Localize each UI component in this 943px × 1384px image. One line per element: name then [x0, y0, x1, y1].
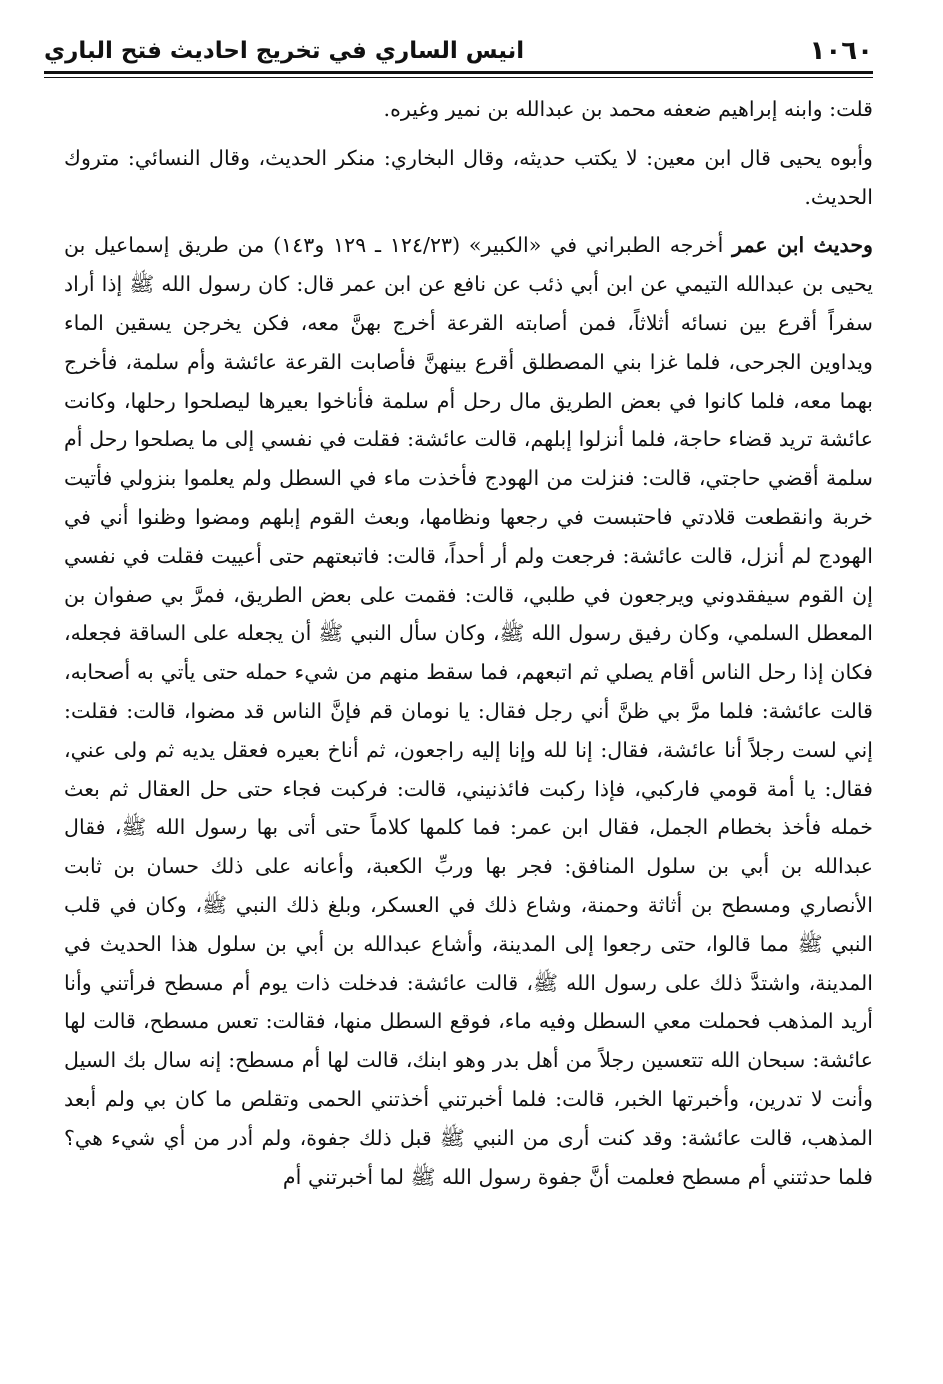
header-rule-thick: [44, 71, 873, 74]
paragraph-note-yahya: وأبوه يحيى قال ابن معين: لا يكتب حديثه، وقال البخاري: منكر الحديث، وقال النسائي: متروك الحديث.: [64, 145, 873, 209]
paragraph-lead: وحديث ابن عمر: [732, 233, 873, 258]
page-header: [44, 28, 873, 68]
paragraph-body: أخرجه الطبراني في «الكبير» (١٢٤/٢٣ ـ ١٢٩ و١٤٣) من طريق إسماعيل بن يحيى بن عبدالله التيمي عن ابن أبي ذئب عن نافع عن ابن عمر قال: كان رسول الله ﷺ إذا أراد سفراً أقرع بين نسائه أثلاثاً، فمن أصابته القرعة أخرج بهنَّ معه، فكن يخرجن يسقين الماء ويداوين الجرحى، فلما غزا بني المصطلق أقرع بينهنَّ فأصابت القرعة عائشة وأم سلمة، فأخرج بهما معه، فلما كانوا في بعض الطريق مال رحل أم سلمة فأناخوا بعيرها ليصلحوا رحلها، وكانت عائشة تريد قضاء حاجة، فلما أنزلوا إبلهم، قالت عائشة: فقلت في نفسي إلى ما يصلحوا رحل أم سلمة أقضي حاجتي، قالت: فنزلت من الهودج فأخذت ماء في السطل ولم يعلموا بنزولي فأتيت خربة وانقطعت قلادتي فاحتبست في رجعها ونظامها، وبعث القوم إبلهم ومضوا وظنوا أني في الهودج لم أنزل، قالت عائشة: فرجعت ولم أر أحداً، قالت: فاتبعتهم حتى أعييت فقلت في نفسي إن القوم سيفقدوني ويرجعون في طلبي، قالت: فقمت على بعض الطريق، فمرَّ بي صفوان بن المعطل السلمي، وكان رفيق رسول الله ﷺ، وكان سأل النبي ﷺ أن يجعله على الساقة فجعله، فكان إذا رحل الناس أقام يصلي ثم اتبعهم، فما سقط منهم من شيء حمله حتى يأتي به أصحابه، قالت عائشة: فلما مرَّ بي ظنَّ أني رجل فقال: يا نومان قم فإنَّ الناس قد مضوا، قالت: فقلت: إني لست رجلاً أنا عائشة، فقال: إنا لله وإنا إليه راجعون، ثم أناخ بعيره فعقل يديه ثم ولى عني، فقال: يا أمة قومي فاركبي، فإذا ركبت فائذنيني، قالت: فركبت فجاء حتى حل العقال ثم بعث خمله فأخذ بخطام الجمل، فقال ابن عمر: فما كلمها كلاماً حتى أتى بها رسول الله ﷺ، فقال عبدالله بن أبي بن سلول المنافق: فجر بها وربِّ الكعبة، وأعانه على ذلك حسان بن ثابت الأنصاري ومسطح بن أثاثة وحمنة، وشاع ذلك في العسكر، وبلغ ذلك النبي ﷺ، وكان في قلب النبي ﷺ مما قالوا، حتى رجعوا إلى المدينة، وأشاع عبدالله بن أبي بن سلول هذا الحديث في المدينة، واشتدَّ ذلك على رسول الله ﷺ، قالت عائشة: فدخلت ذات يوم أم مسطح فرأتني وأنا أريد المذهب فحملت معي السطل وفيه ماء، فوقع السطل منها، فقالت: تعس مسطح، قالت لها عائشة: سبحان الله تتعسين رجلاً من أهل بدر وهو ابنك، قالت لها أم مسطح: إنه سال بك السيل وأنت لا تدرين، وأخبرتها الخبر، قالت: فلما أخبرتني أخذتني الحمى وتقلص ما كان بي ولم أبعد المذهب، قالت عائشة: وقد كنت أرى من النبي ﷺ قبل ذلك جفوة، ولم أدر من أي شيء هي؟ فلما حدثتني أم مسطح فعلمت أنَّ جفوة رسول الله ﷺ لما أخبرتني أم: [64, 233, 873, 1189]
running-title: انيس الساري في تخريج احاديث فتح الباري: [44, 38, 525, 64]
paragraph-hadith-ibn-umar: [64, 226, 873, 1196]
paragraph-note-ibrahim: قلت: وابنه إبراهيم ضعفه محمد بن عبدالله بن نمير وغيره.: [383, 97, 873, 121]
header-rule-thin: [44, 77, 873, 78]
page-number: ١٠٦٠: [809, 36, 873, 66]
body-text: [64, 90, 873, 1196]
